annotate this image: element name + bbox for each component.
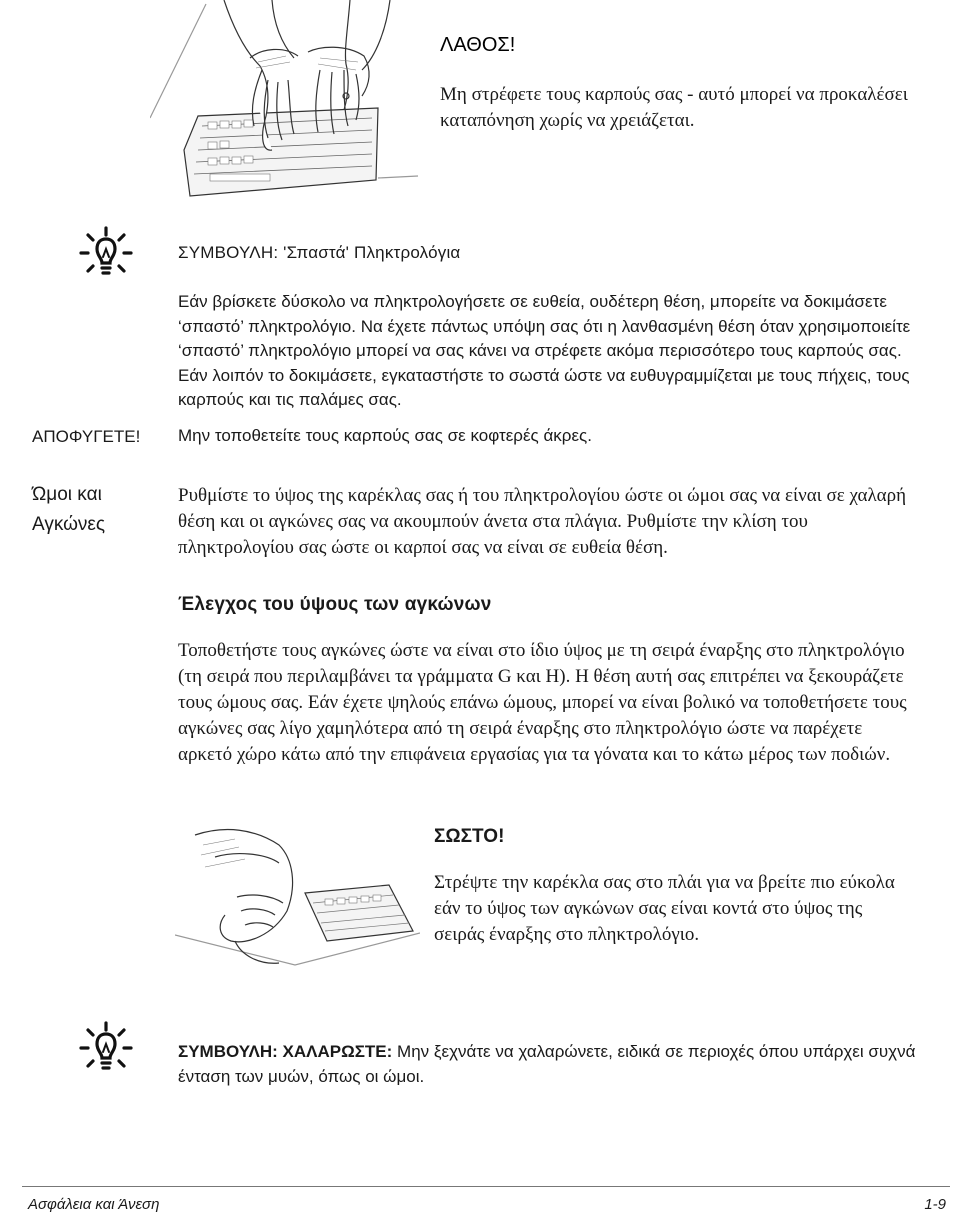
elbow-height-illustration bbox=[175, 815, 420, 985]
footer-rule bbox=[22, 1186, 950, 1187]
lightbulb-icon bbox=[78, 1020, 134, 1076]
elbow-section-heading: Έλεγχος του ύψους των αγκώνων bbox=[178, 594, 492, 615]
tip-relax-body: Μην ξεχνάτε να χαλαρώνετε, ειδικά σε περιοχές όπου υπάρχει συχνά ένταση των μυών, όπως οι ώμοι. bbox=[178, 1042, 916, 1086]
shoulders-label-line1: Ώμοι και bbox=[32, 484, 102, 505]
correct-text: Στρέψτε την καρέκλα σας στο πλάι για να βρείτε πιο εύκολα εάν το ύψος των αγκώνων σας είναι κοντά στο ύψος της σειράς έναρξης στο πληκτρολόγιο. bbox=[434, 872, 895, 945]
tip-relax-heading: ΣΥΜΒΟΥΛΗ: ΧΑΛΑΡΩΣΤΕ: bbox=[178, 1042, 393, 1061]
tip-split-heading: ΣΥΜΒΟΥΛΗ: 'Σπαστά' Πληκτρολόγια bbox=[178, 243, 461, 262]
shoulders-text: Ρυθμίστε το ύψος της καρέκλας σας ή του πληκτρολογίου ώστε οι ώμοι σας να είναι σε χαλαρή θέση και οι αγκώνες σας να ακουμπούν άνετα στα πλάγια. Ρυθμίστε την κλίση του πληκτρολογίου σας ώστε οι καρποί σας να είναι σε ευθεία θέση. bbox=[178, 485, 907, 558]
avoid-label: ΑΠΟΦΥΓΕΤΕ! bbox=[32, 427, 141, 446]
avoid-text: Μην τοποθετείτε τους καρπούς σας σε κοφτερές άκρες. bbox=[178, 426, 592, 445]
tip-split-body: Εάν βρίσκετε δύσκολο να πληκτρολογήσετε σε ευθεία, ουδέτερη θέση, μπορείτε να δοκιμάσετε ‘σπαστό’ πληκτρολόγιο. Να έχετε πάντως υπόψη σας ότι η λανθασμένη θέση όταν χρησιμοποιείτε ‘σπαστό’ πληκτρολόγιο μπορεί να σας κάνει να στρέφετε ακόμα περισσότερο τους καρπούς σας. Εάν λοιπόν το δοκιμάσετε, εγκαταστήστε το σωστά ώστε να ευθυγραμμίζεται με τους πήχεις, τους καρπούς και τις παλάμες σας. bbox=[178, 292, 911, 409]
hands-on-keyboard-illustration bbox=[150, 0, 420, 210]
elbow-section-body: Τοποθετήστε τους αγκώνες ώστε να είναι στο ίδιο ύψος με τη σειρά έναρξης στο πληκτρολόγιο (τη σειρά που περιλαμβάνει τα γράμματα G και H). Η θέση αυτή σας επιτρέπει να ξεκουράζετε τους ώμους σας. Εάν έχετε ψηλούς επάνω ώμους, μπορεί να είναι βολικό να τοποθετήσετε τους αγκώνες σας λίγο χαμηλότερα από τη σειρά έναρξης στο πληκτρολόγιο ώστε να παρέχετε αρκετό χώρο κάτω από την επιφάνεια εργασίας για τα γόνατα και το κάτω μέρος των ποδιών. bbox=[178, 640, 907, 765]
shoulders-label-line2: Αγκώνες bbox=[32, 514, 106, 535]
correct-title: ΣΩΣΤΟ! bbox=[434, 826, 505, 847]
warning-text: Μη στρέφετε τους καρπούς σας - αυτό μπορεί να προκαλέσει καταπόνηση χωρίς να χρειάζεται. bbox=[440, 84, 908, 131]
warning-title: ΛΑΘΟΣ! bbox=[440, 34, 516, 56]
tip-relax bbox=[178, 1040, 918, 1089]
footer-title: Ασφάλεια και Άνεση bbox=[28, 1196, 160, 1213]
page-number: 1-9 bbox=[924, 1196, 946, 1213]
lightbulb-icon bbox=[78, 225, 134, 281]
